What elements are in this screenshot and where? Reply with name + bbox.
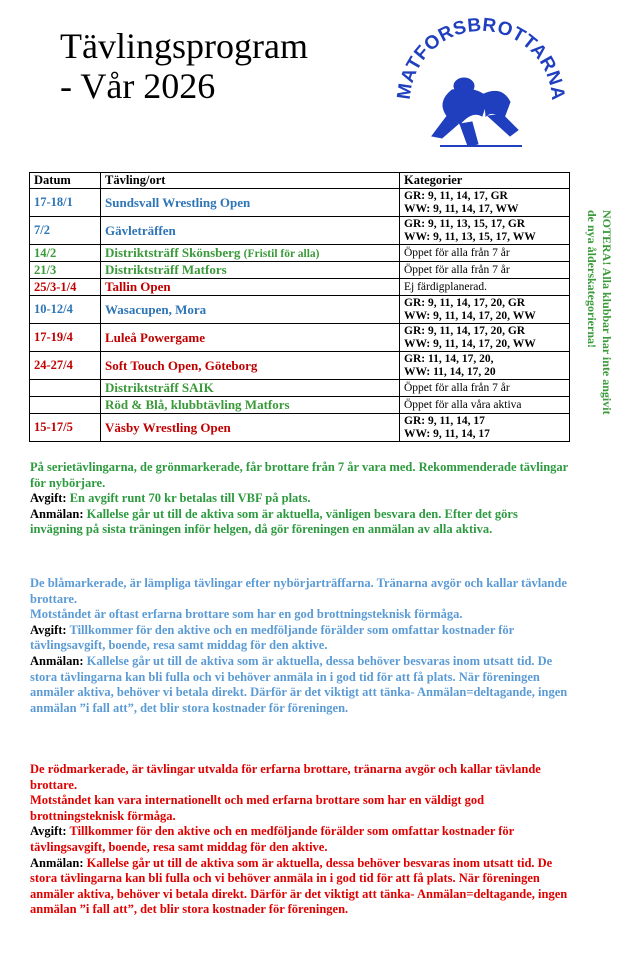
row-event: Luleå Powergame [101,324,400,352]
green-signup [30,507,570,538]
table-row [30,245,570,262]
table-row [30,324,570,352]
table-row [30,296,570,324]
row-categories: Ej färdigplanerad. [400,279,570,296]
green-section [30,460,570,538]
green-fee [30,491,570,507]
signup-label: Anmälan: [30,855,84,870]
row-categories: Öppet för alla från 7 år [400,245,570,262]
row-categories: Öppet för alla från 7 år [400,380,570,397]
red-signup [30,856,570,918]
fee-label: Avgift: [30,491,67,506]
event-note: (Fristil för alla) [243,248,320,260]
table-row [30,414,570,442]
row-event [101,245,400,262]
blue-opponents: Motståndet är oftast erfarna brottare som har en god brottningsteknisk förmåga. [30,607,463,622]
title-line-2: - Vår 2026 [60,66,216,106]
fee-text: Tillkommer för den aktive och en medföljande förälder som omfattar kostnader för tävlingsavgift, boende, resa samt middag för den aktive. [30,824,514,854]
svg-text:MATFORSBROTTARNA [394,15,568,102]
signup-text: Kallelse går ut till de aktiva som är aktuella, dessa behöver besvaras inom utsatt tid. De stora tävlingarna kan bli fulla och vi behöver anmäla in i god tid för att få plats. När föreningen anmäler aktiva, behöver vi betala direkt. Därför är det viktigt att tänka- Anmälan=deltagande, ingen anmälan ”i fall att”, det blir stora kostnader för föreningen. [30,653,568,715]
row-categories [400,414,570,442]
blue-signup [30,654,570,716]
category-line: GR: 9, 11, 14, 17, 20, GR [404,296,526,309]
row-event: Sundsvall Wrestling Open [101,189,400,217]
table-row [30,279,570,296]
club-logo [392,6,568,156]
page-title [60,26,308,106]
category-line: WW: 11, 14, 17, 20 [404,365,496,378]
category-line: WW: 9, 11, 13, 15, 17, WW [404,230,536,243]
row-categories: Öppet för alla våra aktiva [400,397,570,414]
signup-text: Kallelse går ut till de aktiva som är aktuella, dessa behöver besvaras inom utsatt tid. De stora tävlingarna kan bli fulla och vi behöver anmäla in i god tid för att få plats. När föreningen anmäler aktiva, behöver vi betala direkt. Därför är det viktigt att tänka- Anmälan=deltagande, ingen anmälan ”i fall att”, det blir stora kostnader för föreningen. [30,855,568,917]
red-fee [30,824,570,855]
side-note [578,210,614,420]
side-note-text: NOTERA! Alla klubbar har inte angivit de nya ålderskategorierna! [585,210,614,415]
red-opponents: Motståndet kan vara internationellt och med erfarna brottare som har en väldigt god brottningsteknisk förmåga. [30,793,485,823]
category-line: WW: 9, 11, 14, 17, 20, WW [404,309,536,322]
row-categories [400,189,570,217]
red-intro: De rödmarkerade, är tävlingar utvalda för erfarna brottare, tränarna avgör och kallar tävlande brottare. [30,762,541,792]
row-date: 25/3-1/4 [30,279,101,296]
signup-label: Anmälan: [30,506,84,521]
blue-intro: De blåmarkerade, är lämpliga tävlingar efter nybörjarträffarna. Tränarna avgör och kallar tävlande brottare. [30,576,567,606]
col-header-event: Tävling/ort [101,173,400,189]
category-line: GR: 9, 11, 14, 17 [404,414,485,427]
row-event: Gävleträffen [101,217,400,245]
signup-label: Anmälan: [30,653,84,668]
row-event: Soft Touch Open, Göteborg [101,352,400,380]
row-categories [400,217,570,245]
row-event: Väsby Wrestling Open [101,414,400,442]
row-event: Tallin Open [101,279,400,296]
red-section [30,762,570,918]
table-row [30,262,570,279]
table-row [30,397,570,414]
title-line-1: Tävlingsprogram [60,26,308,66]
category-line: WW: 9, 11, 14, 17, WW [404,202,519,215]
col-header-date: Datum [30,173,101,189]
row-date: 21/3 [30,262,101,279]
fee-label: Avgift: [30,622,67,637]
row-event: Distriktsträff SAIK [101,380,400,397]
table-row [30,380,570,397]
row-date: 15-17/5 [30,414,101,442]
category-line: WW: 9, 11, 14, 17, 20, WW [404,337,536,350]
table-row [30,189,570,217]
category-line: GR: 11, 14, 17, 20, [404,352,494,365]
row-categories [400,296,570,324]
row-event: Distriktsträff Matfors [101,262,400,279]
row-date: 24-27/4 [30,352,101,380]
table-header-row [30,173,570,189]
row-date: 14/2 [30,245,101,262]
row-categories: Öppet för alla från 7 år [400,262,570,279]
col-header-categories: Kategorier [400,173,570,189]
fee-text: Tillkommer för den aktive och en medföljande förälder som omfattar kostnader för tävlingsavgift, boende, resa samt middag för den aktive. [30,622,514,653]
row-categories [400,324,570,352]
category-line: WW: 9, 11, 14, 17 [404,427,490,440]
event-name: Distriktsträff Skönsberg [105,245,241,260]
category-line: GR: 9, 11, 14, 17, GR [404,189,508,202]
table-row [30,217,570,245]
blue-fee [30,623,570,654]
fee-label: Avgift: [30,824,67,839]
row-date: 7/2 [30,217,101,245]
row-date: 10-12/4 [30,296,101,324]
category-line: GR: 9, 11, 13, 15, 17, GR [404,217,526,230]
blue-section [30,576,570,716]
category-line: GR: 9, 11, 14, 17, 20, GR [404,324,526,337]
schedule-table [29,172,570,442]
row-date: 17-19/4 [30,324,101,352]
green-intro: På serietävlingarna, de grönmarkerade, får brottare från 7 år vara med. Rekommenderade tävlingar för nybörjare. [30,460,568,490]
row-date [30,397,101,414]
row-event: Wasacupen, Mora [101,296,400,324]
signup-text: Kallelse går ut till de aktiva som är aktuella, vänligen besvara den. Efter det görs invägning på sista träningen inför helgen, då gör föreningen en anmälan av alla aktiva. [30,506,518,537]
row-date: 17-18/1 [30,189,101,217]
table-row [30,352,570,380]
row-date [30,380,101,397]
fee-text: En avgift runt 70 kr betalas till VBF på plats. [69,491,311,506]
row-event: Röd & Blå, klubbtävling Matfors [101,397,400,414]
logo-text: MATFORSBROTTARNA [393,14,568,102]
row-categories [400,352,570,380]
